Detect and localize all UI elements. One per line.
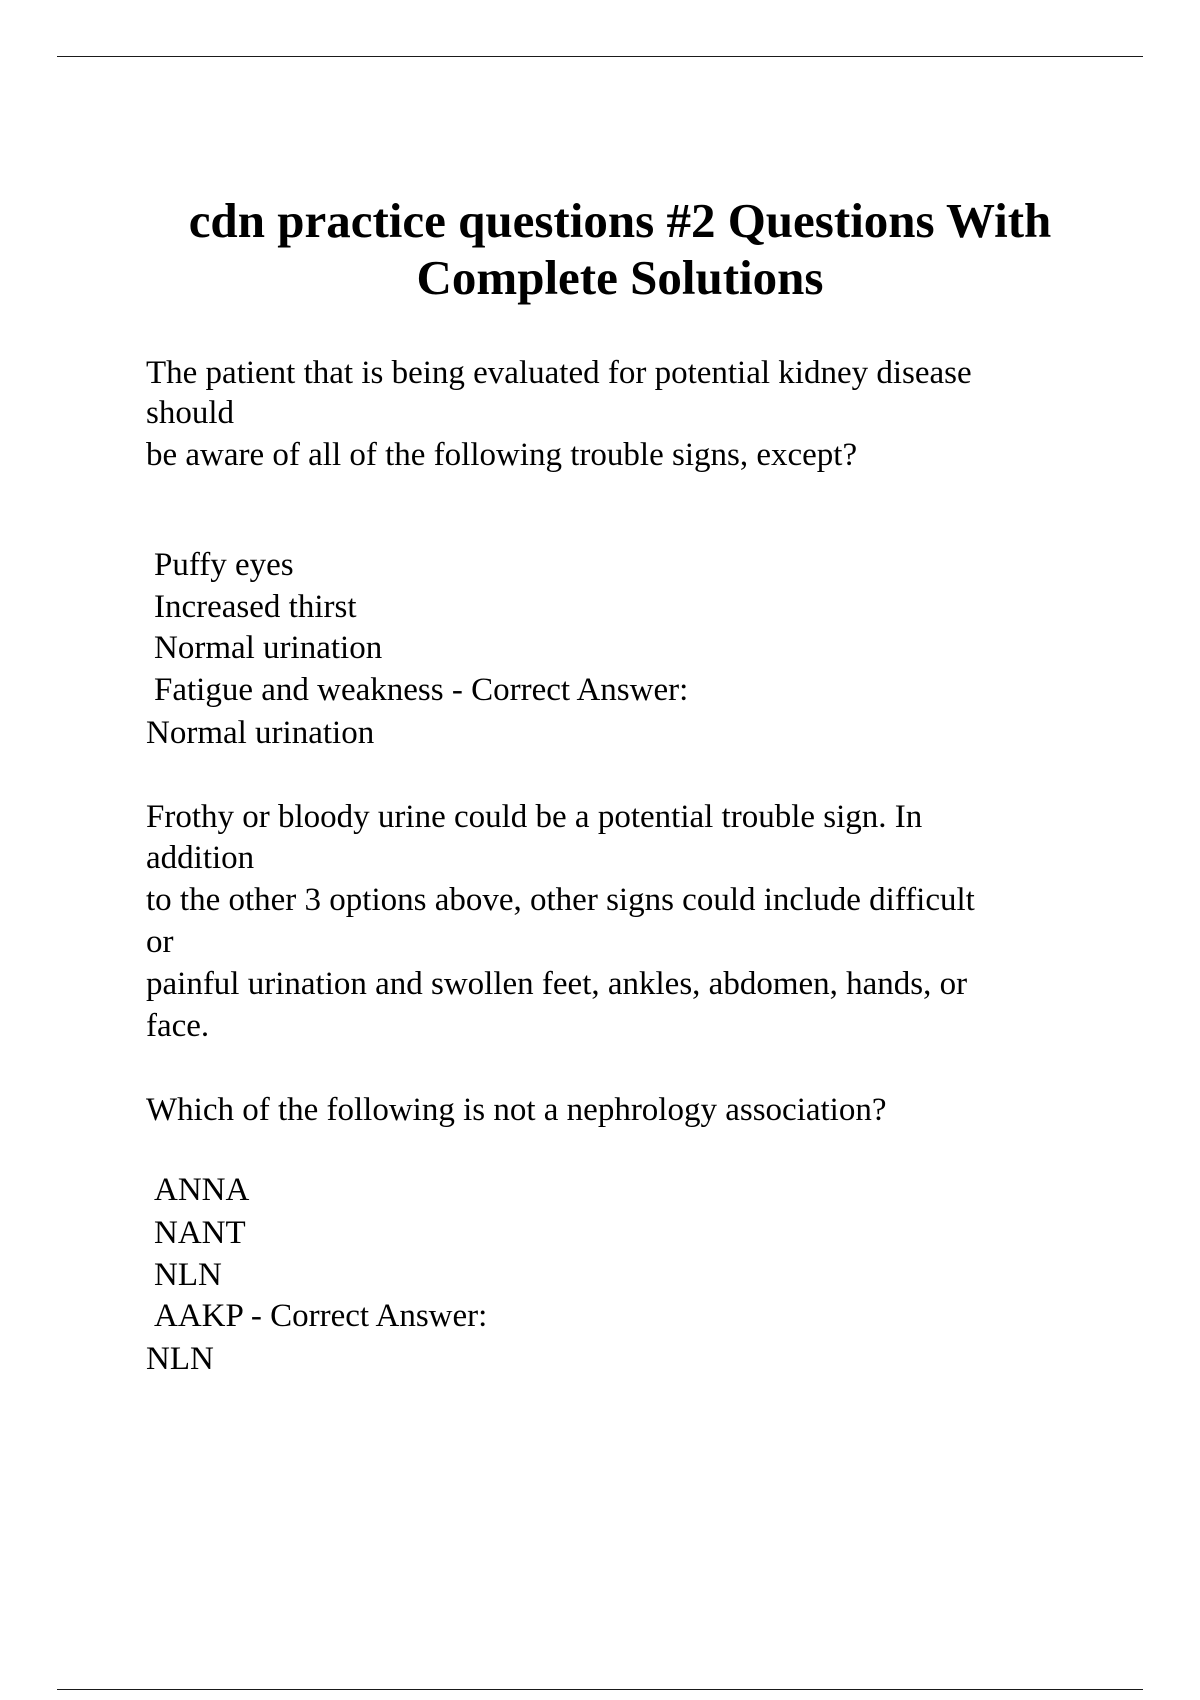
- question-1-option: Fatigue and weakness - Correct Answer:: [154, 672, 689, 708]
- question-1-answer: Normal urination: [146, 715, 375, 751]
- question-1-explanation: face.: [146, 1008, 210, 1044]
- title-line: Complete Solutions: [416, 250, 824, 305]
- question-2-prompt: Which of the following is not a nephrology association?: [146, 1092, 887, 1128]
- question-1-explanation: addition: [146, 840, 255, 876]
- question-1-prompt: The patient that is being evaluated for potential kidney disease: [146, 355, 972, 391]
- header-rule: [57, 56, 1143, 57]
- question-1-explanation: to the other 3 options above, other signs could include difficult: [146, 882, 975, 918]
- question-1-option: Normal urination: [154, 630, 383, 666]
- question-2-answer: NLN: [146, 1341, 214, 1377]
- question-1-option: Increased thirst: [154, 589, 357, 625]
- question-2-option: ANNA: [154, 1172, 250, 1208]
- question-1-option: Puffy eyes: [154, 547, 294, 583]
- question-1-prompt: should: [146, 395, 235, 431]
- footer-rule: [57, 1689, 1143, 1690]
- question-1-prompt: be aware of all of the following trouble signs, except?: [146, 437, 858, 473]
- question-2-option: NLN: [154, 1257, 222, 1293]
- question-2-option: AAKP - Correct Answer:: [154, 1298, 488, 1334]
- question-1-explanation: painful urination and swollen feet, ankles, abdomen, hands, or: [146, 966, 968, 1002]
- question-1-explanation: Frothy or bloody urine could be a potential trouble sign. In: [146, 799, 923, 835]
- question-2-option: NANT: [154, 1215, 246, 1251]
- document-title: [100, 192, 1140, 306]
- question-1-explanation: or: [146, 924, 174, 960]
- title-line: cdn practice questions #2 Questions With: [188, 193, 1052, 248]
